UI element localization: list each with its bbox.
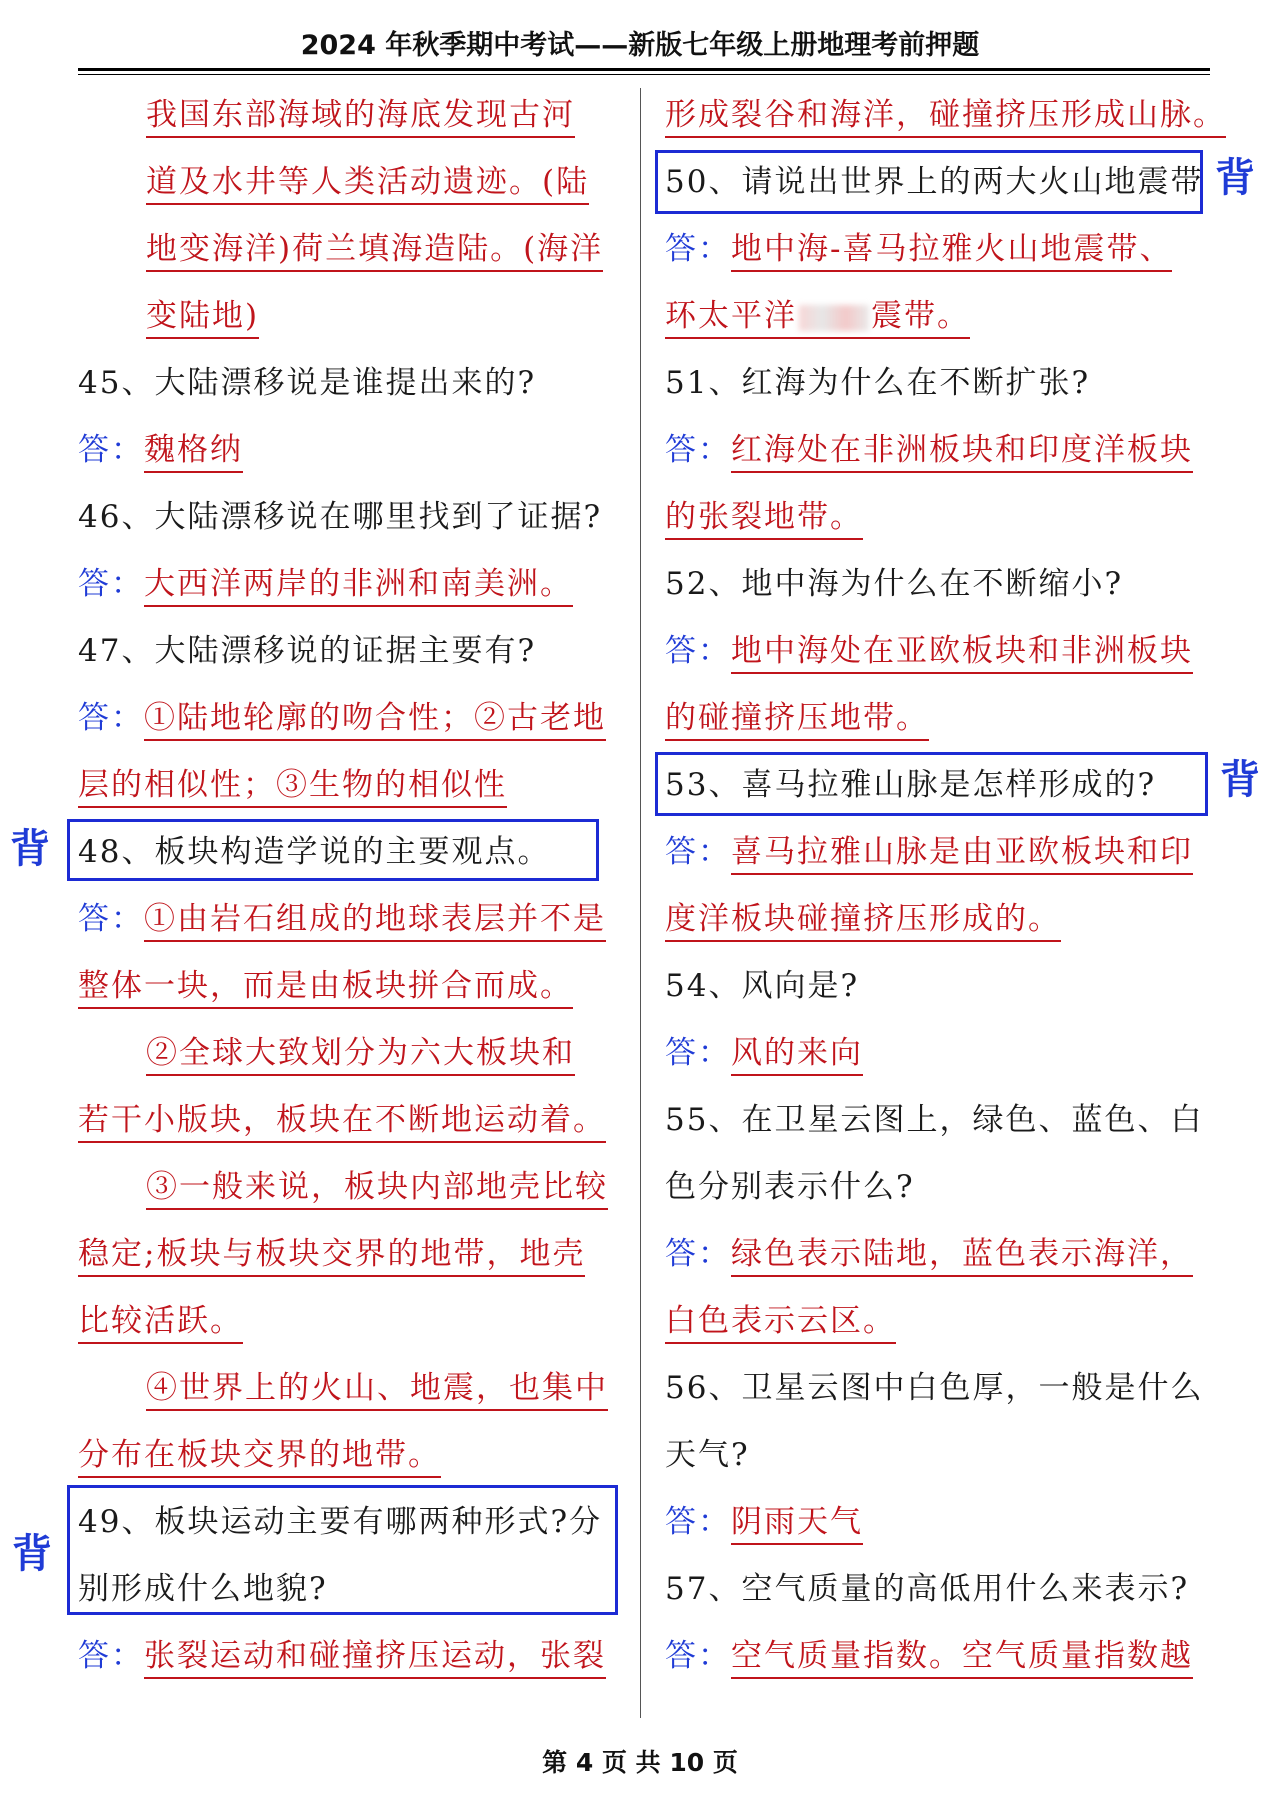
- answer-line: 地变海洋)荷兰填海造陆。(海洋: [78, 216, 623, 283]
- answer-51: 答：红海处在非洲板块和印度洋板块: [665, 417, 1210, 484]
- question-55: 55、在卫星云图上，绿色、蓝色、白: [665, 1102, 1204, 1138]
- blurred-text: [799, 305, 869, 331]
- question-56: 56、卫星云图中白色厚，一般是什么: [665, 1370, 1204, 1406]
- memorize-marker: 背: [1220, 756, 1260, 803]
- answer-53-cont: 度洋板块碰撞挤压形成的。: [665, 886, 1210, 953]
- question-47: 47、大陆漂移说的证据主要有?: [78, 633, 537, 669]
- question-51: 51、红海为什么在不断扩张?: [665, 365, 1091, 401]
- question-45: 45、大陆漂移说是谁提出来的?: [78, 365, 537, 401]
- answer-56: 答：阴雨天气: [665, 1489, 1210, 1556]
- answer-48-cont: 比较活跃。: [78, 1288, 623, 1355]
- header-rule-thin: [78, 74, 1210, 75]
- answer-line: 变陆地): [78, 283, 623, 350]
- question-57: 57、空气质量的高低用什么来表示?: [665, 1571, 1190, 1607]
- question-49-cont: 别形成什么地貌?: [78, 1571, 328, 1607]
- answer-48-cont: ③一般来说，板块内部地壳比较: [78, 1154, 623, 1221]
- answer-47: 答：①陆地轮廓的吻合性；②古老地: [78, 685, 623, 752]
- question-48: 48、板块构造学说的主要观点。: [78, 834, 551, 870]
- answer-54: 答：风的来向: [665, 1020, 1210, 1087]
- column-divider: [640, 88, 641, 1718]
- highlight-box-question-53: [655, 752, 1208, 816]
- answer-48: 答：①由岩石组成的地球表层并不是: [78, 886, 623, 953]
- answer-48-cont: ④世界上的火山、地震，也集中: [78, 1355, 623, 1422]
- memorize-marker: 背: [12, 1530, 52, 1577]
- answer-50: 答：地中海-喜马拉雅火山地震带、: [665, 216, 1210, 283]
- answer-line: 道及水井等人类活动遗迹。(陆: [78, 149, 623, 216]
- question-49: 49、板块运动主要有哪两种形式?分: [78, 1504, 603, 1540]
- question-50: 50、请说出世界上的两大火山地震带: [665, 164, 1204, 200]
- memorize-marker: 背: [10, 825, 50, 872]
- answer-55-cont: 白色表示云区。: [665, 1288, 1210, 1355]
- question-54: 54、风向是?: [665, 968, 860, 1004]
- answer-line: 我国东部海域的海底发现古河: [78, 82, 623, 149]
- page-footer: 第 4 页 共 10 页: [542, 1748, 738, 1777]
- right-column: [665, 82, 1226, 1690]
- question-53: 53、喜马拉雅山脉是怎样形成的?: [665, 767, 1157, 803]
- header-rule-thick: [78, 68, 1210, 71]
- question-52: 52、地中海为什么在不断缩小?: [665, 566, 1124, 602]
- answer-48-cont: 稳定;板块与板块交界的地带，地壳: [78, 1221, 623, 1288]
- answer-52-cont: 的碰撞挤压地带。: [665, 685, 1210, 752]
- answer-48-cont: 分布在板块交界的地带。: [78, 1422, 623, 1489]
- answer-57: 答：空气质量指数。空气质量指数越: [665, 1623, 1210, 1690]
- left-column: [78, 82, 623, 1690]
- answer-48-cont: ②全球大致划分为六大板块和: [78, 1020, 623, 1087]
- answer-52: 答：地中海处在亚欧板块和非洲板块: [665, 618, 1210, 685]
- answer-50-cont: 环太平洋 震带。: [665, 283, 1210, 350]
- answer-46: 答：大西洋两岸的非洲和南美洲。: [78, 551, 623, 618]
- answer-55: 答：绿色表示陆地，蓝色表示海洋，: [665, 1221, 1210, 1288]
- answer-48-cont: 若干小版块，板块在不断地运动着。: [78, 1087, 623, 1154]
- question-46: 46、大陆漂移说在哪里找到了证据?: [78, 499, 603, 535]
- answer-48-cont: 整体一块，而是由板块拼合而成。: [78, 953, 623, 1020]
- question-55-cont: 色分别表示什么?: [665, 1169, 915, 1205]
- memorize-marker: 背: [1215, 154, 1255, 201]
- answer-49: 答：张裂运动和碰撞挤压运动，张裂: [78, 1623, 623, 1690]
- answer-45: 答：魏格纳: [78, 417, 623, 484]
- highlight-box-question-48: [67, 819, 599, 881]
- highlight-box-question-49: [67, 1485, 618, 1615]
- answer-51-cont: 的张裂地带。: [665, 484, 1210, 551]
- answer-53: 答：喜马拉雅山脉是由亚欧板块和印: [665, 819, 1210, 886]
- page-header-title: 2024 年秋季期中考试——新版七年级上册地理考前押题: [300, 30, 980, 61]
- highlight-box-question-50: [655, 150, 1203, 214]
- question-56-cont: 天气?: [665, 1437, 750, 1473]
- answer-49-cont: 形成裂谷和海洋，碰撞挤压形成山脉。: [665, 82, 1210, 149]
- answer-47-cont: 层的相似性；③生物的相似性: [78, 752, 623, 819]
